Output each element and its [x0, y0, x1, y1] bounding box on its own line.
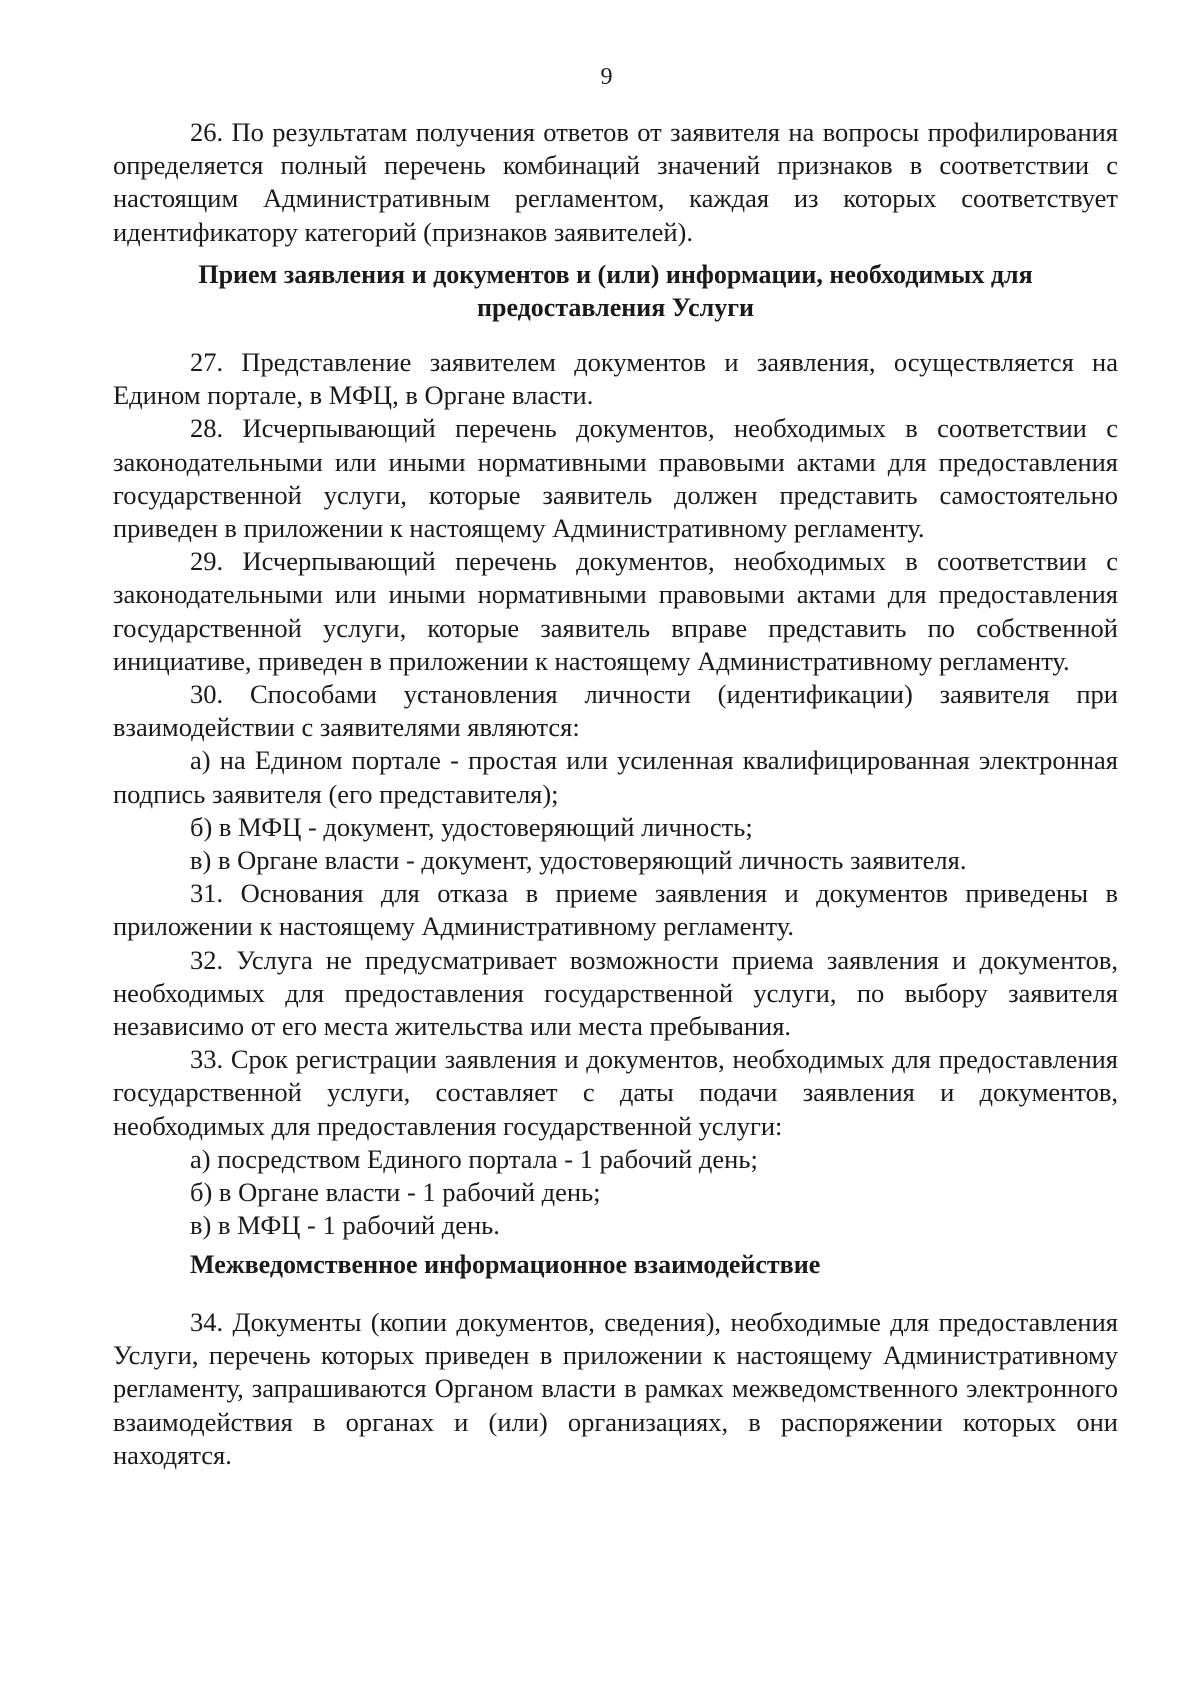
section-heading-reception: Прием заявления и документов и (или) информации, необходимых для предоставления Услуги: [198, 260, 1033, 322]
paragraph-28: 28. Исчерпывающий перечень документов, необходимых в соответствии с законодательными или иными нормативными правовыми актами для предоставления государственной услуги, которые заявитель должен представить самостоятельно приведен в приложении к настоящему Административному регламенту.: [113, 413, 1118, 544]
paragraph-34: 34. Документы (копии документов, сведения), необходимые для предоставления Услуги, перечень которых приведен в приложении к настоящему Административному регламенту, запрашиваются Органом власти в рамках межведомственного электронного взаимодействия в органах и (или) организациях, в распоряжении которых они находятся.: [113, 1307, 1118, 1470]
paragraph-32: 32. Услуга не предусматривает возможности приема заявления и документов, необходимых для предоставления государственной услуги, по выбору заявителя независимо от его места жительства или места пребывания.: [113, 944, 1118, 1042]
paragraph-30-a: а) на Едином портале - простая или усиленная квалифицированная электронная подпись заявителя (его представителя);: [113, 745, 1118, 809]
paragraph-26: 26. По результатам получения ответов от заявителя на вопросы профилирования определяется полный перечень комбинаций значений признаков в соответствии с настоящим Административным регламентом, каждая из которых соответствует идентификатору категорий (признаков заявителей).: [113, 117, 1118, 247]
paragraph-33-a: а) посредством Единого портала - 1 рабочий день;: [190, 1143, 758, 1174]
paragraph-27: 27. Представление заявителем документов и заявления, осуществляется на Едином портале, в МФЦ, в Органе власти.: [113, 347, 1118, 411]
section-heading-interagency: Межведомственное информационное взаимодействие: [190, 1250, 821, 1279]
paragraph-30: 30. Способами установления личности (идентификации) заявителя при взаимодействии с заявителями являются:: [113, 679, 1118, 743]
page-number: 9: [600, 64, 613, 90]
paragraph-26-block: [113, 116, 1118, 249]
paragraph-33-b: б) в Органе власти - 1 рабочий день;: [190, 1177, 601, 1208]
paragraph-31: 31. Основания для отказа в приеме заявления и документов приведены в приложении к настоящему Административному регламенту.: [113, 878, 1118, 942]
paragraph-30-c: в) в Органе власти - документ, удостоверяющий личность заявителя.: [190, 845, 967, 876]
paragraph-34-block: [113, 1306, 1118, 1472]
paragraph-30-b: б) в МФЦ - документ, удостоверяющий личность;: [190, 811, 753, 842]
paragraph-33-c: в) в МФЦ - 1 рабочий день.: [190, 1210, 500, 1241]
paragraphs-27-33-block: [113, 346, 1118, 1242]
paragraph-29: 29. Исчерпывающий перечень документов, необходимых в соответствии с законодательными или иными нормативными правовыми актами для предоставления государственной услуги, которые заявитель вправе представить по собственной инициативе, приведен в приложении к настоящему Административному регламенту.: [113, 546, 1118, 676]
paragraph-33: 33. Срок регистрации заявления и документов, необходимых для предоставления государственной услуги, составляет с даты подачи заявления и документов, необходимых для предоставления государственной услуги:: [113, 1044, 1118, 1141]
